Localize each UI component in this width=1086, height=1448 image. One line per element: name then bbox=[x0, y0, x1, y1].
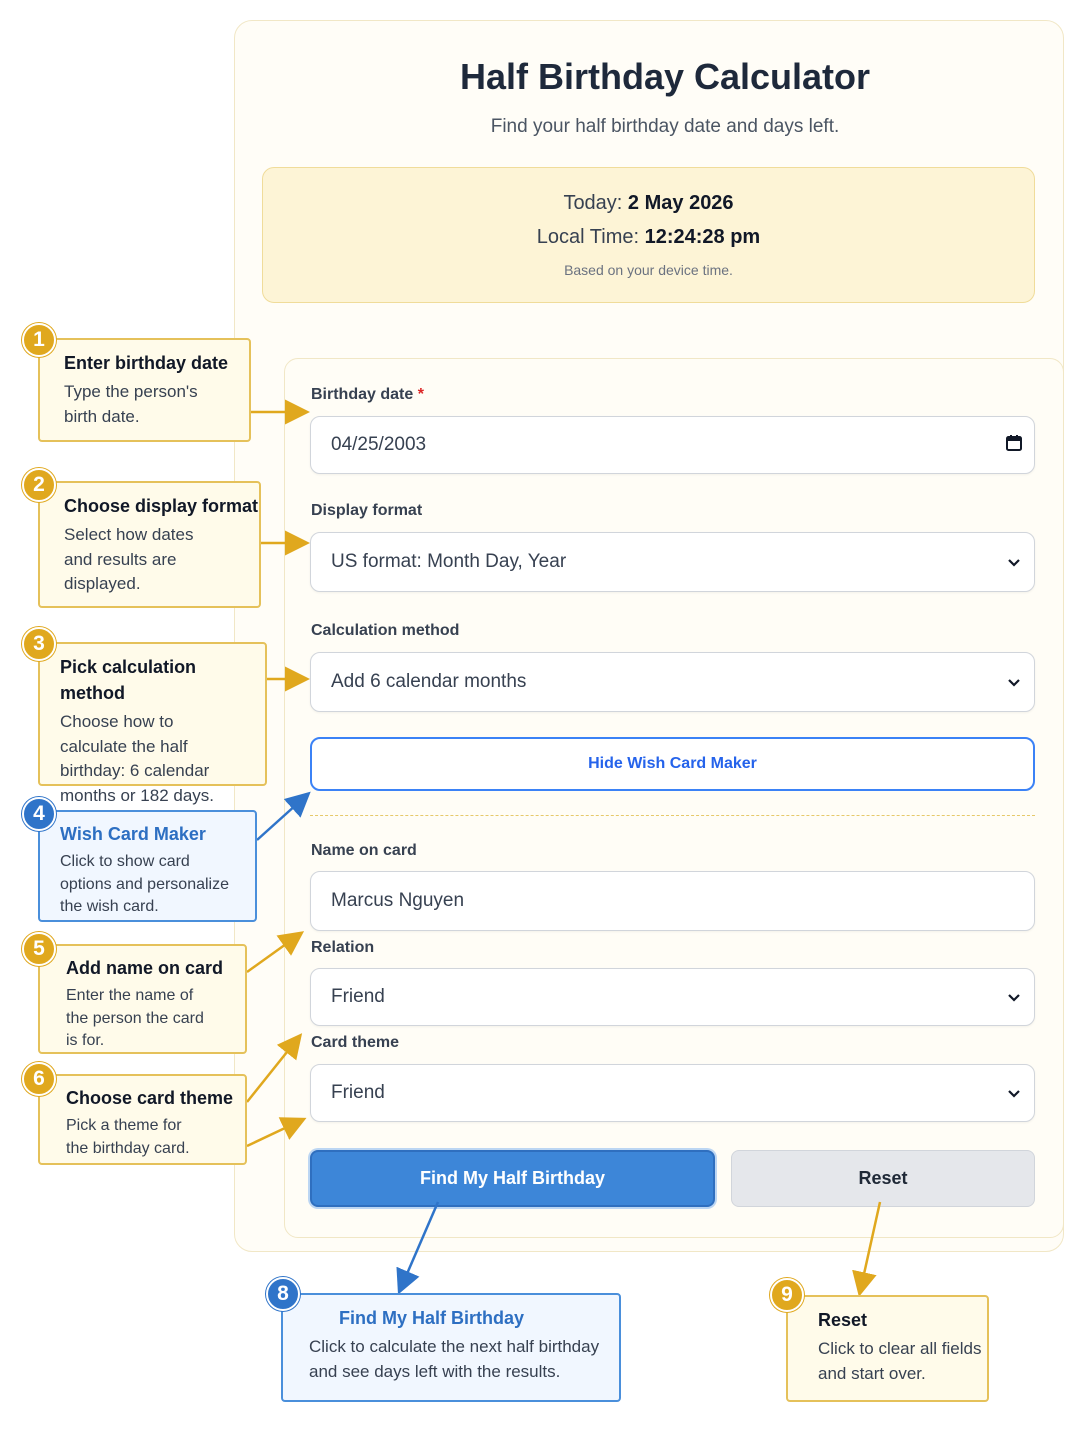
callout-number-badge: 8 bbox=[266, 1277, 300, 1311]
card-theme-label: Card theme bbox=[311, 1034, 400, 1051]
local-time: Local Time: 12:24:28 pm bbox=[536, 226, 761, 248]
birthday-input[interactable]: 04/25/2003 bbox=[310, 416, 1035, 474]
callout-reset: Reset Click to clear all fields and start over. bbox=[786, 1295, 989, 1402]
birthday-label: Birthday date * bbox=[311, 386, 424, 403]
callout-number-badge: 1 bbox=[22, 323, 56, 357]
callout-calc-method: Pick calculation method Choose how to calculate the half birthday: 6 calendar months or 182 days. bbox=[38, 642, 267, 786]
reset-button[interactable]: Reset bbox=[731, 1150, 1035, 1207]
today-date: Today: 2 May 2026 bbox=[563, 192, 734, 214]
callout-wish-card-maker: Wish Card Maker Click to show card options and personalize the wish card. bbox=[38, 810, 257, 922]
calc-method-label: Calculation method bbox=[311, 622, 460, 639]
find-half-birthday-button[interactable]: Find My Half Birthday bbox=[310, 1150, 715, 1207]
relation-select[interactable]: Friend bbox=[310, 968, 1035, 1026]
page-title: Half Birthday Calculator bbox=[459, 56, 871, 97]
callout-find-half-birthday: Find My Half Birthday Click to calculate the next half birthday and see days left with the results. bbox=[281, 1293, 621, 1402]
wish-card-toggle-button[interactable]: Hide Wish Card Maker bbox=[310, 737, 1035, 791]
calc-method-select[interactable]: Add 6 calendar months bbox=[310, 652, 1035, 712]
callout-number-badge: 2 bbox=[22, 468, 56, 502]
display-format-label: Display format bbox=[311, 502, 423, 519]
relation-label: Relation bbox=[311, 939, 375, 956]
callout-number-badge: 9 bbox=[770, 1278, 804, 1312]
device-time-note: Based on your device time. bbox=[564, 262, 733, 278]
callout-number-badge: 6 bbox=[22, 1062, 56, 1096]
callout-number-badge: 4 bbox=[22, 797, 56, 831]
display-format-select[interactable]: US format: Month Day, Year bbox=[310, 532, 1035, 592]
name-on-card-label: Name on card bbox=[311, 842, 417, 859]
card-theme-select[interactable]: Friend bbox=[310, 1064, 1035, 1122]
name-on-card-input[interactable]: Marcus Nguyen bbox=[310, 871, 1035, 931]
callout-name-on-card: Add name on card Enter the name of the person the card is for. bbox=[38, 944, 247, 1054]
callout-card-theme: Choose card theme Pick a theme for the birthday card. bbox=[38, 1074, 247, 1165]
callout-number-badge: 5 bbox=[22, 932, 56, 966]
callout-birthday-date: Enter birthday date Type the person's birth date. bbox=[38, 338, 251, 442]
page-subtitle: Find your half birthday date and days left. bbox=[490, 116, 840, 137]
callout-number-badge: 3 bbox=[22, 627, 56, 661]
callout-display-format: Choose display format Select how dates and results are displayed. bbox=[38, 481, 261, 608]
